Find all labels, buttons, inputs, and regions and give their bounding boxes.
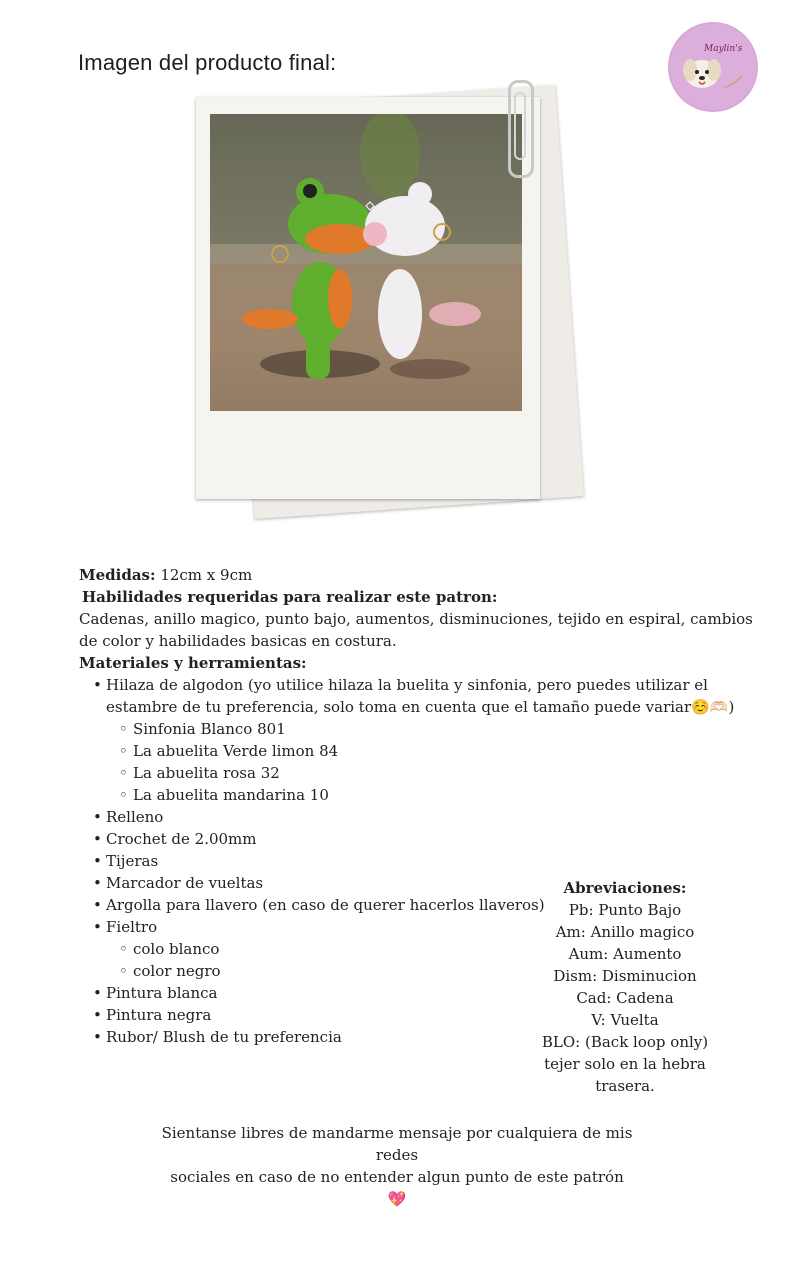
list-item: ◦ colo blanco (79, 938, 729, 960)
paperclip-inner (514, 92, 526, 160)
list-item: • Fieltro (79, 916, 729, 938)
abbreviation-line: Dism: Disminucion (553, 967, 697, 985)
abbreviation-line: V: Vuelta (591, 1011, 659, 1029)
materials-title: Materiales y herramientas: (79, 654, 307, 672)
list-item-continued: estambre de tu preferencia, solo toma en cuenta que el tamaño puede variar☺️🫶🏻) (106, 698, 735, 716)
abbreviations-box (540, 877, 710, 1097)
measures-label: Medidas: (79, 566, 156, 584)
abbreviation-line: tejer solo en la hebra (544, 1055, 706, 1073)
list-item: ◦ color negro (79, 960, 729, 982)
abbreviation-line: BLO: (Back loop only) (541, 1033, 709, 1051)
abbreviations-title: Abreviaciones: (563, 879, 687, 897)
footer-line-2: sociales en caso de no entender algun punto de este patrón (170, 1168, 624, 1186)
measures-value: 12cm x 9cm (160, 566, 253, 584)
polaroid-frame (196, 97, 540, 499)
list-item: • Hilaza de algodon (yo utilice hilaza la buelita y sinfonia, pero puedes utilizar el (79, 674, 729, 696)
list-item: • Marcador de vueltas (79, 872, 729, 894)
list-item: • Crochet de 2.00mm (79, 828, 729, 850)
abbreviation-line: Pb: Punto Bajo (568, 901, 682, 919)
page-heading: Imagen del producto final: (78, 50, 337, 75)
skills-line-2: de color y habilidades basicas en costura. (79, 632, 397, 650)
logo-text: Maylin's (704, 44, 743, 54)
skills-title: Habilidades requeridas para realizar este patron: (82, 588, 498, 606)
list-item: • Pintura negra (79, 1004, 729, 1026)
product-photo (210, 114, 522, 411)
heart-icon: 💖 (387, 1190, 407, 1208)
footer-note (140, 1122, 654, 1210)
list-item: • Tijeras (79, 850, 729, 872)
list-item: • Relleno (79, 806, 729, 828)
abbreviation-line: trasera. (595, 1077, 655, 1095)
abbreviation-line: Cad: Cadena (576, 989, 674, 1007)
list-item: ◦ La abuelita Verde limon 84 (79, 740, 729, 762)
footer-line-1: Sientanse libres de mandarme mensaje por cualquiera de mis redes (161, 1124, 633, 1164)
abbreviation-line: Am: Anillo magico (555, 923, 695, 941)
abbreviation-line: Aum: Aumento (568, 945, 682, 963)
measures-line (79, 564, 729, 586)
skills-line-1: Cadenas, anillo magico, punto bajo, aumentos, disminuciones, tejido en espiral, cambios (79, 610, 753, 628)
list-item: ◦ La abuelita rosa 32 (79, 762, 729, 784)
list-item: • Argolla para llavero (en caso de querer hacerlos llaveros) (79, 894, 729, 916)
list-item: ◦ Sinfonia Blanco 801 (79, 718, 729, 740)
brand-logo (668, 22, 758, 112)
list-item: • Pintura blanca (79, 982, 729, 1004)
dog-icon (668, 22, 758, 112)
list-item: ◦ La abuelita mandarina 10 (79, 784, 729, 806)
list-item: • Rubor/ Blush de tu preferencia (79, 1026, 729, 1048)
